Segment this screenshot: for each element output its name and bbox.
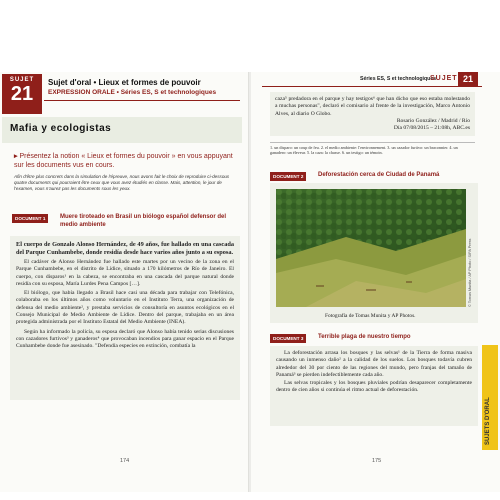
sujet-number: 21 <box>10 83 34 105</box>
side-tab-label: SUJETS D'ORAL <box>485 397 491 445</box>
left-page-number: 174 <box>120 458 130 464</box>
document-1-continuation <box>270 92 475 136</box>
right-sujet-number: 21 <box>458 72 478 86</box>
arrow-icon: ▸ <box>14 153 18 160</box>
document-1-paragraph: El biólogo, que había llegado a Brasil hace casi una década para trabajar con Telefónica, colaboraba en los últimos años como voluntario en el Instituto Terra, una organización de defensa del medio ambiente², y prestaba servicios de consultoría en asuntos ecológicos en el Consejo Municipal de Medio Ambiente de Lídice. Dentro del parque, trabajaba en un área protegida administrada por el Instituto Estatal del Medio Ambiente (INEA). <box>16 290 234 326</box>
document-1-lead: El cuerpo de Gonzalo Alonso Hernández, de 49 años, fue hallado en una cascada del Parque Cunhambebe, donde residía desde hace varios años junto a su esposa. <box>16 241 234 256</box>
page-subheading: EXPRESSION ORALE • Séries ES, S et technologiques <box>48 89 217 96</box>
document-1-paragraph: Según ha informado la policía, su esposa declaró que Alonso había tenido serias discusiones con cazadores furtivos³ y ganaderos⁴ que provocaban incendios para ganar espacio en el Parque Cunhambebe donde fue asesinado. "Defendía especies en extinción, combatía la <box>16 328 234 350</box>
instruction-text <box>14 152 236 170</box>
document-3-title: Terrible plaga de nuestro tiempo <box>318 334 411 340</box>
document-1-title: Muere tiroteado en Brasil un biólogo español defensor del medio ambiente <box>60 214 227 228</box>
footnotes: 1. un disparo: un coup de feu. 2. el medio ambiente: l'environnement. 3. un cazador furtivo: un braconnier. 4. un ganadero: un éleveur. 5. la caza: la chasse. 6. un testigo: un témoin. <box>270 142 475 156</box>
topic-title: Mafia y ecologistas <box>10 123 112 134</box>
document-1-body <box>10 236 240 400</box>
source-line-2: Día 07/08/2015 – 21:08h, ABC.es <box>393 125 470 132</box>
deforestation-photo <box>276 189 466 307</box>
sujet-label: SUJET <box>9 77 35 83</box>
document-3-body <box>270 346 478 426</box>
document-1-label: DOCUMENT 1 <box>12 214 48 223</box>
document-1-paragraph: El cadáver de Alonso Hernández fue hallado este martes por un vecino de la zona en el Parque Cunhambebe, en el distrito de Lídice, situado a 170 kilómetros de Río de Janeiro. El cuerpo, con disparos¹ en la cabeza, se encontraba en una cascada del parque natural donde residía con su esposa, María Lurdes Pena Campos […]. <box>16 259 234 287</box>
right-page-number: 175 <box>372 458 382 464</box>
continuation-text: caza⁵ predadora en el parque y hay testigos⁶ que han dicho que eso estaba molestando a muchas personas", declaró el comisario al frente de la investigación, Marco Antonio Alves, al diario O Globo. <box>275 96 470 117</box>
document-2-photo-frame <box>270 183 478 323</box>
running-head: Séries ES, S et technologiques <box>360 76 437 82</box>
sujets-oral-tab <box>482 345 498 450</box>
right-heading-divider <box>262 86 482 87</box>
document-2-label: DOCUMENT 2 <box>270 172 306 181</box>
page-heading: Sujet d'oral • Lieux et formes de pouvoir <box>48 78 201 87</box>
heading-divider <box>44 100 240 101</box>
instruction-body: Présentez la notion « Lieux et formes du pouvoir » en vous appuyant sur les documents vus en cours. <box>14 153 233 169</box>
intro-text: Afin d'être plus concrets dans la simulation de l'épreuve, nous avons fait le choix de reproduire ci-dessous quatre documents qui pourraient être ceux que vous avez étudiés en classe. Mais, attention, le jour de l'examen, vous n'aurez pas les documents sous les yeux. <box>14 174 230 192</box>
sujet-number-box <box>2 74 42 114</box>
photo-caption: Fotografía de Tomas Munita y AP Photos. <box>325 313 416 319</box>
document-3-paragraph: La deforestación arrasa los bosques y las selvas¹ de la Tierra de forma masiva causando un inmenso daño² a la calidad de los suelos. Los bosques todavía cubren alrededor del 30 por ciento de las regiones del mundo, pero franjas del tamaño de Panamá³ se pierden indefectiblemente cada año. <box>276 350 472 378</box>
right-sujet-label: SUJET <box>430 75 458 82</box>
document-2-title: Deforestación cerca de Ciudad de Panamá <box>318 172 440 178</box>
document-3-paragraph: Las selvas tropicales y los bosques pluviales podrían desaparecer completamente dentro de cien años si continúa el ritmo actual de deforestación. <box>276 380 472 394</box>
document-1-header <box>12 214 238 234</box>
photo-credit <box>467 197 473 307</box>
photo-credit-text: © Tomas Munita / AP Photo / SIPA Press <box>468 238 472 307</box>
document-3-label: DOCUMENT 3 <box>270 334 306 343</box>
source-line-1: Rosario González / Madrid / Río <box>396 117 470 124</box>
